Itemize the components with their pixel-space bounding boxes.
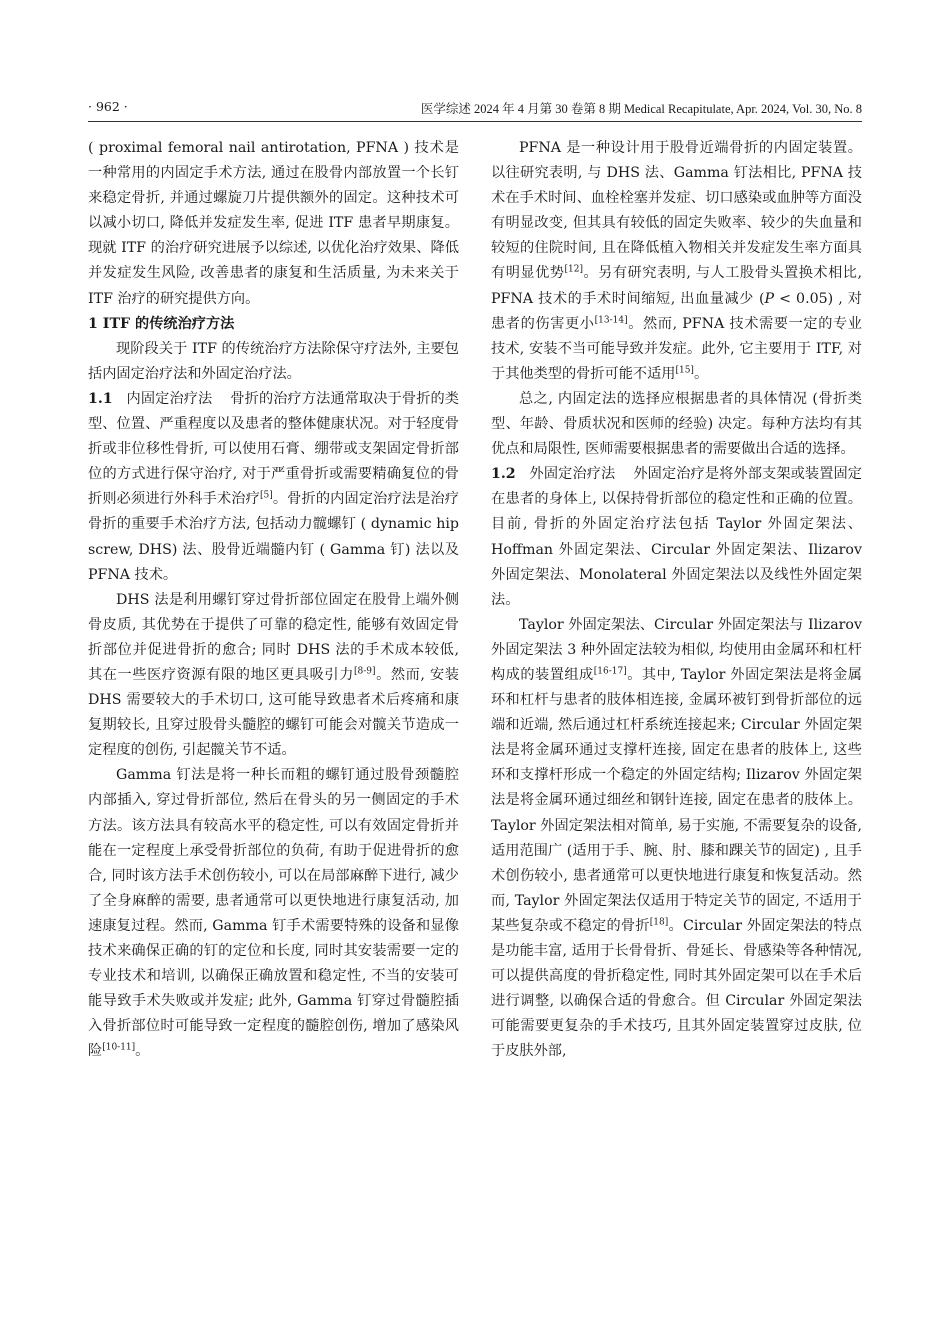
citation: [16-17] xyxy=(593,666,627,677)
citation: [12] xyxy=(564,264,583,275)
citation: [5] xyxy=(259,490,273,501)
section-1-2-title: 外固定治疗法 xyxy=(529,466,616,483)
citation: [18] xyxy=(649,917,669,928)
pfna-paragraph: PFNA 是一种设计用于股骨近端骨折的内固定装置。以往研究表明, 与 DHS 法、Gamma 钉法相比, PFNA 技术在手术时间、血栓栓塞并发症、切口感染或血肿等方面没有明显改变, 但其具有较低的固定失败率、较少的失血量和较短的住院时间, 且在降低植入物相关并发症发生率方面具有明显优势[12]。另有研究表明, 与人工股骨头置换术相比, PFNA 技术的手术时间缩短, 出血量减少 (P < 0.05) , 对患者的伤害更小[13-14]。然而, PFNA 技术需要一定的专业技术, 安装不当可能导致并发症。此外, 它主要用于 ITF, 对于其他类型的骨折可能不适用[15]。 xyxy=(491,140,862,382)
citation: [15] xyxy=(675,365,694,376)
section-1-1-number: 1.1 xyxy=(88,390,113,407)
section-1-2-paragraph: 1.2 外固定治疗法 外固定治疗是将外部支架或装置固定在患者的身体上, 以保持骨折部位的稳定性和正确的位置。目前, 骨折的外固定治疗法包括 Taylor 外固定架法、Hoffman 外固定架法、Circular 外固定架法、Ilizarov 外固定架法、Monolateral 外固定架法以及线性外固定架法。 xyxy=(491,466,862,608)
running-header xyxy=(88,97,862,122)
summary-paragraph: 总之, 内固定法的选择应根据患者的具体情况 (骨折类型、年龄、骨质状况和医师的经验) 决定。每种方法均有其优点和局限性, 医师需要根据患者的需要做出合适的选择。 xyxy=(491,390,862,458)
right-column xyxy=(491,136,862,1064)
citation: [13-14] xyxy=(594,314,628,325)
gamma-paragraph: Gamma 钉法是将一种长而粗的螺钉通过股骨颈髓腔内部插入, 穿过骨折部位, 然后在骨头的另一侧固定的手术方法。该方法具有较高水平的稳定性, 可以有效固定骨折并能在一定程度上承受骨折部位的负荷, 有助于促进骨折的愈合, 同时该方法手术创伤较小, 可以在局部麻醉下进行, 减少了全身麻醉的需要, 患者通常可以更快地进行康复活动, 加速康复过程。然而, Gamma 钉手术需要特殊的设备和显像技术来确保正确的钉的定位和长度, 同时其安装需要一定的专业技术和培训, 以确保正确放置和稳定性, 不当的安装可能导致手术失败或并发症; 此外, Gamma 钉穿过骨髓腔插入骨折部位时可能导致一定程度的髓腔创伤, 增加了感染风险[10-11]。 xyxy=(88,767,459,1060)
journal-info: 医学综述 2024 年 4 月第 30 卷第 8 期 Medical Recapitulate, Apr. 2024, Vol. 30, No. 8 xyxy=(420,102,862,116)
page-number: · 962 · xyxy=(88,99,128,114)
section-1-1-title: 内固定治疗法 xyxy=(126,390,213,407)
section-1-2-number: 1.2 xyxy=(491,466,516,483)
section-1-intro: 现阶段关于 ITF 的传统治疗方法除保守疗法外, 主要包括内固定治疗法和外固定治疗法。 xyxy=(88,340,459,382)
dhs-paragraph: DHS 法是利用螺钉穿过骨折部位固定在股骨上端外侧骨皮质, 其优势在于提供了可靠的稳定性, 能够有效固定骨折部位并促进骨折的愈合; 同时 DHS 法的手术成本较低, 其在一些医疗资源有限的地区更具吸引力[8-9]。然而, 安装 DHS 需要较大的手术切口, 这可能导致患者术后疼痛和康复期较长, 且穿过股骨头髓腔的螺钉可能会对髋关节造成一定程度的创伤, 引起髋关节不适。 xyxy=(88,591,459,759)
left-column xyxy=(88,136,459,1064)
intro-paragraph: ( proximal femoral nail antirotation, PFNA ) 技术是一种常用的内固定手术方法, 通过在股骨内部放置一个长钉来稳定骨折, 并通过螺旋刀片提供额外的固定。这种技术可以减小切口, 降低并发症发生率, 促进 ITF 患者早期康复。现就 ITF 的治疗研究进展予以综述, 以优化治疗效果、降低并发症发生风险, 改善患者的康复和生活质量, 为未来关于 ITF 治疗的研究提供方向。 xyxy=(88,140,459,307)
citation: [8-9] xyxy=(353,666,376,677)
taylor-paragraph: Taylor 外固定架法、Circular 外固定架法与 Ilizarov 外固定架法 3 种外固定法较为相似, 均使用由金属环和杠杆构成的装置组成[16-17]。其中, Taylor 外固定架法是将金属环和杠杆与患者的肢体相连接, 金属环被钉到骨折部位的远端和近端, 然后通过杠杆系统连接起来; Circular 外固定架法是将金属环通过支撑杆连接, 固定在患者的肢体上, 这些环和支撑杆形成一个稳定的外固定结构; Ilizarov 外固定架法是将金属环通过细丝和钢针连接, 固定在患者的肢体上。Taylor 外固定架法相对简单, 易于实施, 不需要复杂的设备, 适用范围广 (适用于手、腕、肘、膝和踝关节的固定) , 且手术创伤较小, 患者通常可以更快地进行康复和恢复活动。然而, Taylor 外固定架法仅适用于特定关节的固定, 不适用于某些复杂或不稳定的骨折[18]。Circular 外固定架法的特点是功能丰富, 适用于长骨骨折、骨延长、骨感染等各种情况, 可以提供高度的骨折稳定性, 同时其外固定架可以在手术后进行调整, 以确保合适的骨愈合。但 Circular 外固定架法可能需要更复杂的手术技巧, 且其外固定装置穿过皮肤, 位于皮肤外部, xyxy=(491,616,862,1060)
p-value-symbol: P xyxy=(764,290,775,307)
citation: [10-11] xyxy=(102,1042,136,1053)
section-1-heading: 1 ITF 的传统治疗方法 xyxy=(88,315,235,332)
section-1-1-paragraph: 1.1 内固定治疗法 骨折的治疗方法通常取决于骨折的类型、位置、严重程度以及患者的整体健康状况。对于轻度骨折或非位移性骨折, 可以使用石膏、绷带或支架固定骨折部位的方式进行保守治疗, 对于严重骨折或需要精确复位的骨折则必须进行外科手术治疗[5]。骨折的内固定治疗法是治疗骨折的重要手术治疗方法, 包括动力髋螺钉 ( dynamic hip screw, DHS) 法、股骨近端髓内钉 ( Gamma 钉) 法以及 PFNA 技术。 xyxy=(88,390,459,583)
